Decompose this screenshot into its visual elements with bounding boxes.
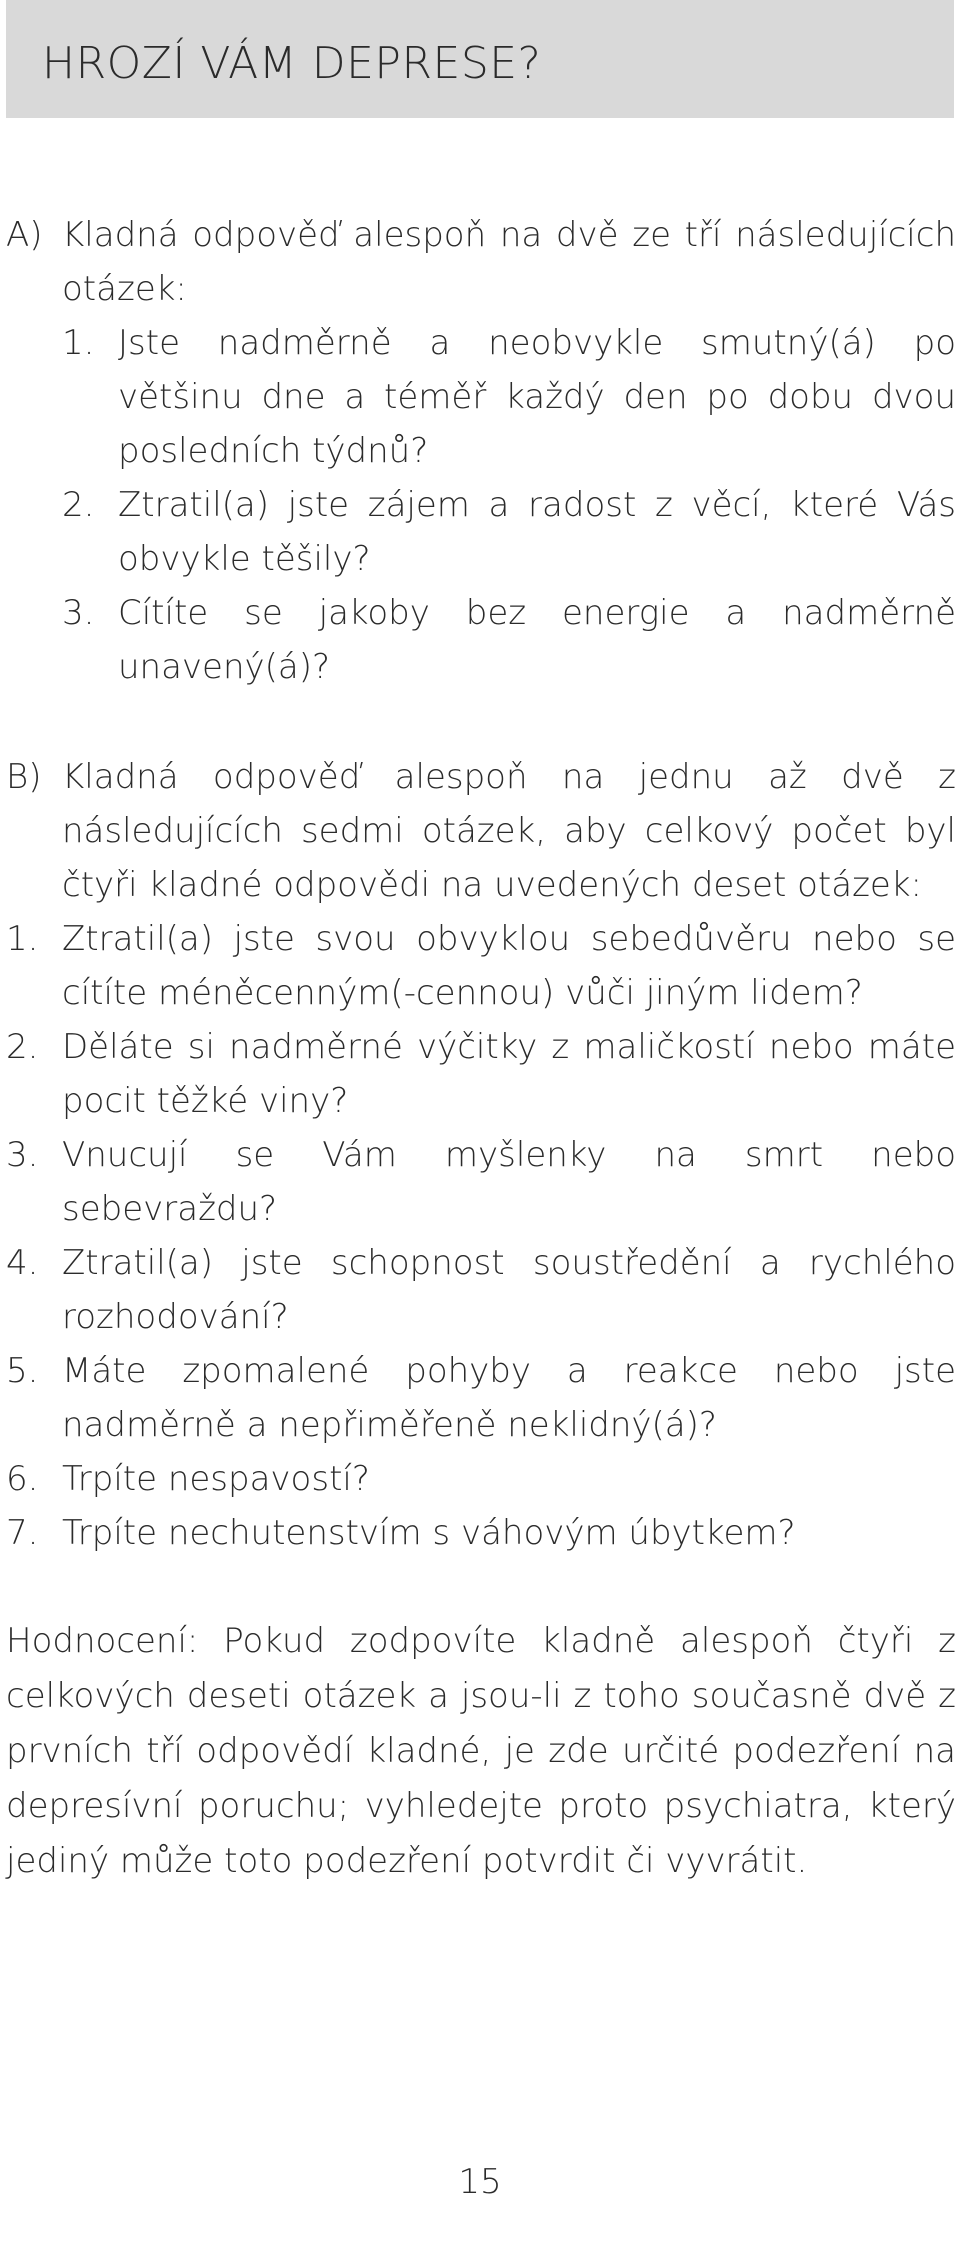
item-number: 3. [62,593,95,633]
item-text: Děláte si nadměrné výčitky z maličkostí nebo máte pocit těžké viny? [62,1027,956,1121]
section-a-intro: Kladná odpověď alespoň na dvě ze tří následujících otázek: [62,215,956,309]
item-text: Trpíte nespavostí? [62,1459,370,1499]
section-b-item-1 [6,912,956,1020]
section-b-intro: Kladná odpověď alespoň na jednu až dvě z následujících sedmi otázek, aby celkový počet byl čtyři kladné odpovědi na uvedených deset otázek: [62,757,956,905]
section-b-item-7 [6,1506,956,1560]
item-number: 1. [6,919,39,959]
item-text: Jste nadměrně a neobvykle smutný(á) po většinu dne a téměř každý den po dobu dvou posledních týdnů? [118,323,956,471]
item-number: 1. [62,323,95,363]
section-b-item-2 [6,1020,956,1128]
item-number: 2. [62,485,95,525]
item-text: Máte zpomalené pohyby a reakce nebo jste nadměrně a nepřiměřeně neklidný(á)? [62,1351,956,1445]
section-b-item-5 [6,1344,956,1452]
item-number: 4. [6,1243,39,1283]
section-b-header [6,750,956,912]
item-number: 3. [6,1135,39,1175]
section-b-item-3 [6,1128,956,1236]
item-text: Trpíte nechutenstvím s váhovým úbytkem? [62,1513,796,1553]
title-banner [6,0,954,118]
item-text: Cítíte se jakoby bez energie a nadměrně unavený(á)? [118,593,956,687]
section-b [6,750,956,1560]
item-text: Ztratil(a) jste svou obvyklou sebedůvěru nebo se cítíte méněcenným(-cennou) vůči jiným lidem? [62,919,956,1013]
item-text: Ztratil(a) jste schopnost soustředění a rychlého rozhodování? [62,1243,956,1337]
item-number: 6. [6,1459,39,1499]
section-a-letter: A) [6,215,43,255]
section-a-header [6,208,956,316]
section-a-item-3 [6,586,956,694]
section-b-item-4 [6,1236,956,1344]
section-b-letter: B) [6,757,42,797]
item-number: 2. [6,1027,39,1067]
section-b-item-6 [6,1452,956,1506]
item-number: 5. [6,1351,39,1391]
page-number: 15 [458,2162,502,2202]
item-text: Vnucují se Vám myšlenky na smrt nebo sebevraždu? [62,1135,956,1229]
section-a-item-2 [6,478,956,586]
questionnaire-content [6,208,956,1923]
item-text: Ztratil(a) jste zájem a radost z věcí, které Vás obvykle těšily? [118,485,956,579]
evaluation-paragraph: Hodnocení: Pokud zodpovíte kladně alespoň čtyři z celkových deseti otázek a jsou-li z toho současně dvě z prvních tří odpovědí kladné, je zde určité podezření na depresívní poruchu; vyhledejte proto psychiatra, který jediný může toto podezření potvrdit či vyvrátit. [6,1621,956,1881]
section-a [6,208,956,694]
item-number: 7. [6,1513,39,1553]
page-title: HROZÍ VÁM DEPRESE? [42,37,542,89]
section-a-item-1 [6,316,956,478]
